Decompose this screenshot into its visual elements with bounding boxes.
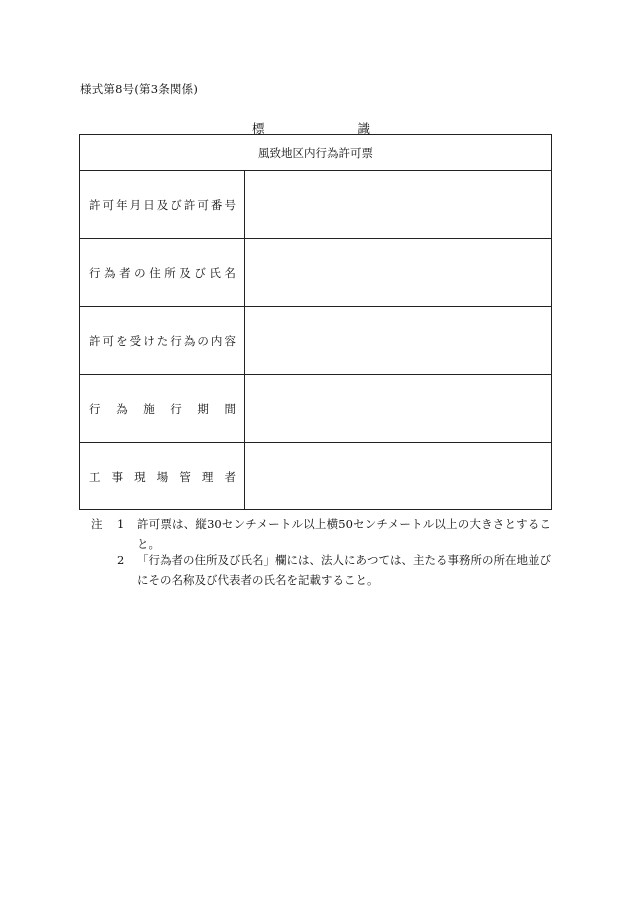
row-label-char: 名 xyxy=(224,265,236,280)
row-label-char: 間 xyxy=(224,401,236,416)
row-label-char: 容 xyxy=(224,333,236,348)
row-label-char: 及 xyxy=(156,197,169,212)
row-label xyxy=(80,239,245,306)
row-label-char: 為 xyxy=(183,333,196,348)
row-label-char: 行 xyxy=(170,401,182,416)
row-value xyxy=(245,307,551,374)
note-text: 許可票は、縦30センチメートル以上横50センチメートル以上の大きさとすること。 xyxy=(137,517,551,551)
title-char: 識 xyxy=(357,121,370,136)
table-row-permitted-content xyxy=(80,307,551,375)
row-label-char: 及 xyxy=(179,265,191,280)
row-label-char: 為 xyxy=(116,401,128,416)
row-label-char: 為 xyxy=(104,265,116,280)
row-label xyxy=(80,171,245,238)
row-label-char: 者 xyxy=(224,469,236,484)
table-row-actor-address-name xyxy=(80,239,551,307)
row-label-char: 許 xyxy=(183,197,196,212)
row-label-char: 可 xyxy=(102,197,115,212)
row-label-char: 管 xyxy=(179,469,191,484)
table-heading: 風致地区内行為許可票 xyxy=(80,135,551,171)
title-char: 標 xyxy=(252,121,265,136)
row-label xyxy=(80,443,245,510)
row-label-char: 受 xyxy=(129,333,142,348)
row-label-char: 行 xyxy=(170,333,182,348)
row-label-char: 理 xyxy=(201,469,214,484)
row-label-char: の xyxy=(134,265,146,280)
row-label-char: の xyxy=(197,333,209,348)
notes-heading: 注 xyxy=(91,517,103,531)
row-label-char: 所 xyxy=(164,265,176,280)
row-label-char: 期 xyxy=(197,401,209,416)
row-value xyxy=(245,239,551,306)
row-label xyxy=(80,307,245,374)
row-label-char: 年 xyxy=(116,197,128,212)
row-label-char: 施 xyxy=(143,401,155,416)
row-label-char: 工 xyxy=(89,469,101,484)
row-label-char: を xyxy=(116,333,128,348)
row-label-char: け xyxy=(143,333,155,348)
table-row-period xyxy=(80,375,551,443)
row-label-char: 可 xyxy=(102,333,115,348)
row-label-char: 氏 xyxy=(209,265,221,280)
row-label-char: 者 xyxy=(119,265,131,280)
row-value xyxy=(245,443,551,510)
row-label-char: 内 xyxy=(210,333,223,348)
row-label-char: 場 xyxy=(156,469,169,484)
note-text: 「行為者の住所及び氏名」欄には、法人にあつては、主たる事務所の所在地並びにその名称及び代表者の氏名を記載すること。 xyxy=(137,553,551,587)
row-label-char: 許 xyxy=(89,333,101,348)
row-label-char: 日 xyxy=(143,197,155,212)
row-label-char: た xyxy=(156,333,169,348)
row-label-char: 事 xyxy=(111,469,124,484)
permit-table xyxy=(79,134,552,510)
table-row-permit-date-number xyxy=(80,171,551,239)
row-label-char: 番 xyxy=(210,197,223,212)
row-label xyxy=(80,375,245,442)
row-label-char: 住 xyxy=(149,265,161,280)
note-number: 2 xyxy=(117,553,125,567)
row-label-char: び xyxy=(194,265,206,280)
row-label-char: 現 xyxy=(134,469,146,484)
row-label-char: 月 xyxy=(129,197,142,212)
row-label-char: 許 xyxy=(89,197,101,212)
form-number-label: 様式第8号(第3条関係) xyxy=(80,82,199,96)
row-label-char: 行 xyxy=(89,401,101,416)
row-label-char: び xyxy=(170,197,182,212)
table-row-site-manager xyxy=(80,443,551,510)
row-label-char: 行 xyxy=(89,265,101,280)
row-label-char: 可 xyxy=(197,197,209,212)
note-number: 1 xyxy=(117,517,125,531)
row-label-char: 号 xyxy=(224,197,236,212)
row-value xyxy=(245,375,551,442)
row-value xyxy=(245,171,551,238)
